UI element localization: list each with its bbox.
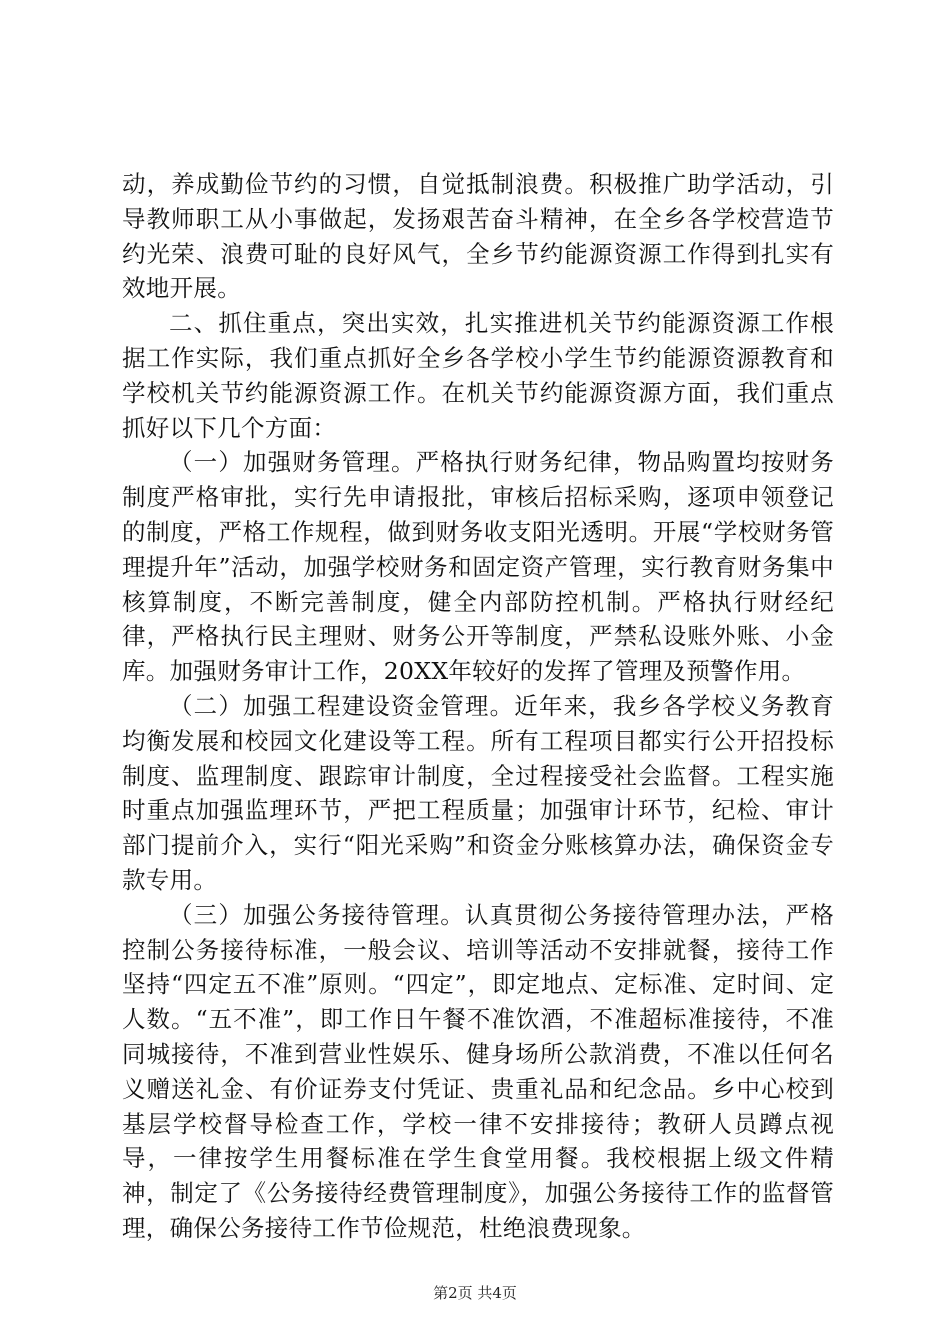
paragraph-construction-funds: （二）加强工程建设资金管理。近年来，我乡各学校义务教育均衡发展和校园文化建设等工程。所有工程项目都实行公开招投标制度、监理制度、跟踪审计制度，全过程接受社会监督。工程实施时重点加强监理环节，严把工程质量；加强审计环节，纪检、审计部门提前介入，实行“阳光采购”和资金分账核算办法，确保资金专款专用。 — [122, 691, 834, 894]
paragraph-section-two: 二、抓住重点，突出实效，扎实推进机关节约能源资源工作根据工作实际，我们重点抓好全乡各学校小学生节约能源资源教育和学校机关节约能源资源工作。在机关节约能源资源方面，我们重点抓好以下几个方面： — [122, 309, 834, 442]
page-number-footer: 第2页 共4页 — [433, 1284, 517, 1302]
paragraph-official-reception: （三）加强公务接待管理。认真贯彻公务接待管理办法，严格控制公务接待标准，一般会议、培训等活动不安排就餐，接待工作坚持“四定五不准”原则。“四定”，即定地点、定标准、定时间、定人数。“五不准”，即工作日午餐不准饮酒，不准超标准接待，不准同城接待，不准到营业性娱乐、健身场所公款消费，不准以任何名义赠送礼金、有价证券支付凭证、贵重礼品和纪念品。乡中心校到基层学校督导检查工作，学校一律不安排接待；教研人员蹲点视导，一律按学生用餐标准在学生食堂用餐。我校根据上级文件精神，制定了《公务接待经费管理制度》，加强公务接待工作的监督管理，确保公务接待工作节俭规范，杜绝浪费现象。 — [122, 900, 834, 1242]
document-body — [122, 167, 834, 1246]
paragraph-continuation: 动，养成勤俭节约的习惯，自觉抵制浪费。积极推广助学活动，引导教师职工从小事做起，发扬艰苦奋斗精神，在全乡各学校营造节约光荣、浪费可耻的良好风气，全乡节约能源资源工作得到扎实有效地开展。 — [122, 170, 834, 303]
paragraph-finance-management: （一）加强财务管理。严格执行财务纪律，物品购置均按财务制度严格审批，实行先申请报批，审核后招标采购，逐项申领登记的制度，严格工作规程，做到财务收支阳光透明。开展“学校财务管理提升年”活动，加强学校财务和固定资产管理，实行教育财务集中核算制度，不断完善制度，健全内部防控机制。严格执行财经纪律，严格执行民主理财、财务公开等制度，严禁私设账外账、小金库。加强财务审计工作，20XX年较好的发挥了管理及预警作用。 — [122, 448, 834, 686]
